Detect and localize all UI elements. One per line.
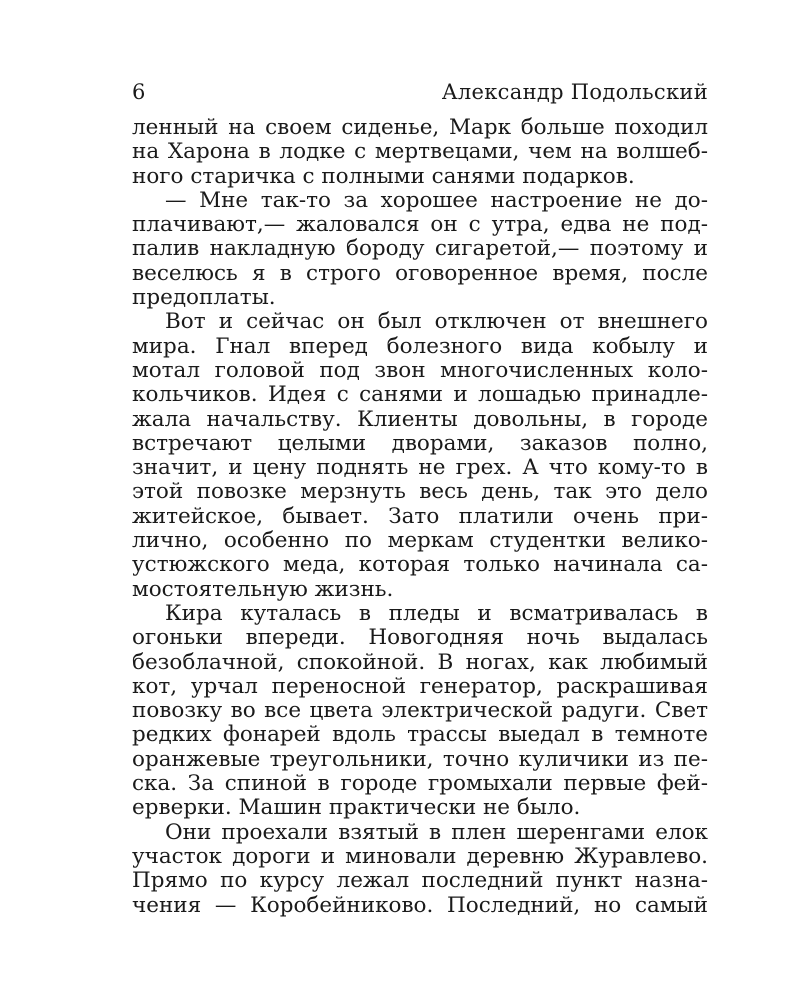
text-line: мира. Гнал вперед болезного вида кобылу и <box>132 333 708 359</box>
text-line: ска. За спиной в городе громыхали первые фей- <box>132 771 708 797</box>
text-line: палив накладную бороду сигаретой,— поэтому и <box>132 236 708 262</box>
text-line: огоньки впереди. Новогодняя ночь выдалась <box>132 625 708 651</box>
text-line: чения — Коробейниково. Последний, но самый <box>132 892 708 918</box>
text-line: Они проехали взятый в плен шеренгами елок <box>165 819 708 845</box>
text-line: участок дороги и миновали деревню Журавлево. <box>132 843 708 869</box>
running-head <box>132 80 708 104</box>
text-line: этой повозке мерзнуть весь день, так это дело <box>132 479 708 505</box>
text-line: — Мне так-то за хорошее настроение не до- <box>165 187 708 213</box>
text-line: значит, и цену поднять не грех. А что кому-то в <box>132 455 708 481</box>
text-line: на Харона в лодке с мертвецами, чем на волшеб- <box>132 139 708 165</box>
text-line: веселюсь я в строго оговоренное время, после <box>132 260 708 286</box>
page-number: 6 <box>132 80 146 104</box>
text-line: предоплаты. <box>132 285 276 311</box>
text-line: Кира куталась в пледы и всматривалась в <box>165 600 708 626</box>
text-line: ленный на своем сиденье, Марк больше походил <box>132 115 708 140</box>
text-line: редких фонарей вдоль трассы выедал в темноте <box>132 722 708 748</box>
text-line: встречают целыми дворами, заказов полно, <box>132 430 708 456</box>
body-text <box>132 116 708 918</box>
text-line: Вот и сейчас он был отключен от внешнего <box>165 309 708 335</box>
text-line: кольчиков. Идея с санями и лошадью принадле- <box>132 382 708 408</box>
text-line: оранжевые треугольники, точно куличики из пе- <box>132 746 708 772</box>
book-page <box>132 80 708 918</box>
text-line: устюжского меда, которая только начинала са- <box>132 552 708 578</box>
text-line: мостоятельную жизнь. <box>132 576 394 602</box>
text-line: ерверки. Машин практически не было. <box>132 795 581 821</box>
text-line: лично, особенно по меркам студентки велико- <box>132 528 708 554</box>
text-line: повозку во все цвета электрической радуги. Свет <box>132 698 708 724</box>
text-line: мотал головой под звон многочисленных коло- <box>132 357 708 383</box>
author-name: Александр Подольский <box>441 80 708 104</box>
text-line: жала начальству. Клиенты довольны, в городе <box>132 406 708 432</box>
text-line: ного старичка с полными санями подарков. <box>132 163 635 189</box>
text-line: житейское, бывает. Зато платили очень при- <box>132 503 708 529</box>
text-line: Прямо по курсу лежал последний пункт назна- <box>132 868 708 894</box>
text-line: кот, урчал переносной генератор, раскрашивая <box>132 673 708 699</box>
text-line: плачивают,— жаловался он с утра, едва не под- <box>132 212 708 238</box>
text-line: безоблачной, спокойной. В ногах, как любимый <box>132 649 708 675</box>
